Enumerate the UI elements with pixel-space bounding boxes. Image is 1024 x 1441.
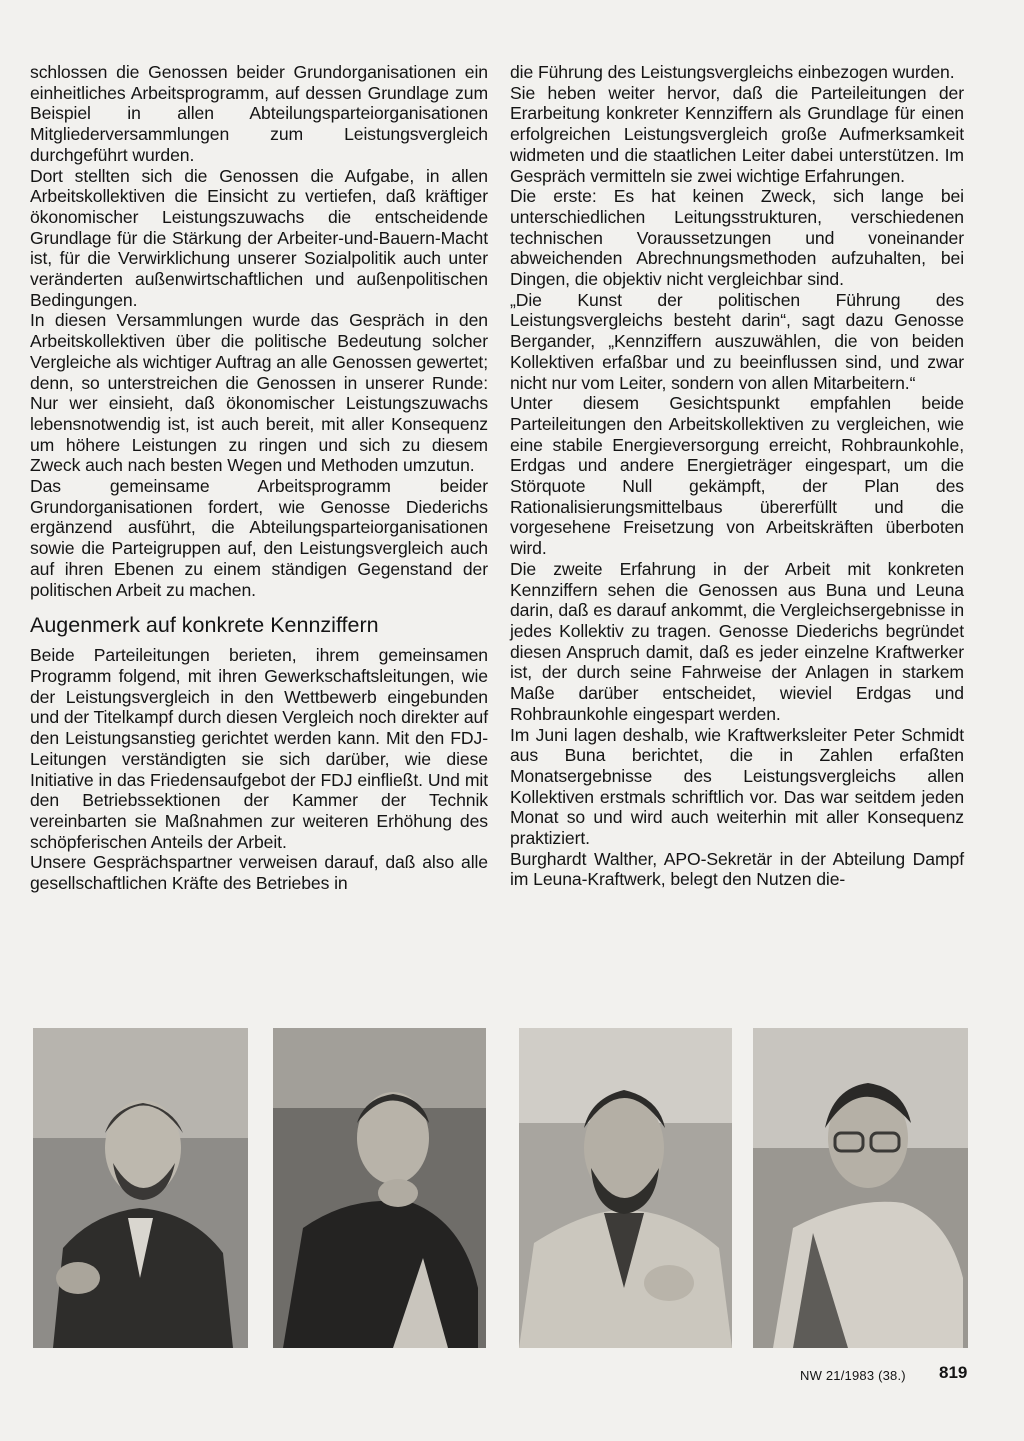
- paragraph: Das gemeinsame Arbeitsprogramm beider Grundorganisationen fordert, wie Genosse Diederichs ergänzend ausführt, die Abteilungsparteiorganisationen sowie die Parteigruppen auf, den Leistungsvergleich auch auf ihren Ebenen zu einem ständigen Gegenstand der politischen Arbeit zu machen.: [30, 476, 488, 600]
- paragraph: „Die Kunst der politischen Führung des Leistungsvergleichs besteht darin“, sagt dazu Genosse Bergander, „Kennziffern auszuwählen, die von beiden Kollektiven erfaßbar und zu beeinflussen sind, und zwar nicht nur vom Leiter, sondern von allen Mitarbeitern.“: [510, 289, 964, 393]
- paragraph: die Führung des Leistungsvergleichs einbezogen wurden.: [510, 62, 955, 82]
- paragraph: schlossen die Genossen beider Grundorganisationen ein einheitliches Arbeitsprogramm, auf dessen Grundlage zum Beispiel in allen Abteilungsparteiorganisationen Mitgliederversammlungen zum Leistungsvergleich durchgeführt wurden.: [30, 62, 488, 165]
- portrait-photo-1: [33, 1028, 248, 1348]
- paragraph: Im Juni lagen deshalb, wie Kraftwerksleiter Peter Schmidt aus Buna berichtet, die in Zahlen erfaßten Monatsergebnisse des Leistungsvergleichs allen Kollektiven erstmals schriftlich vor. Das war seitdem jeden Monat so und wird auch weiterhin mit aller Konsequenz praktiziert.: [510, 724, 964, 849]
- right-column: [510, 62, 964, 890]
- paragraph: Dort stellten sich die Genossen die Aufgabe, in allen Arbeitskollektiven die Einsicht zu vertiefen, daß kräftiger ökonomischer Leistungszuwachs die entscheidende Grundlage für die Stärkung der Arbeiter-und-Bauern-Macht ist, für die Verwirklichung unserer Sozialpolitik auch unter veränderten außenwirtschaftlichen und außenpolitischen Bedingungen.: [30, 165, 488, 310]
- paragraph: Die zweite Erfahrung in der Arbeit mit konkreten Kennziffern sehen die Genossen aus Buna und Leuna darin, daß es darauf ankommt, die Vergleichsergebnisse in jedes Kollektiv zu tragen. Genosse Diederichs begründet diesen Anspruch damit, daß es jeder einzelne Kraftwerker ist, der durch seine Fahrweise der Anlagen in starkem Maße darüber entscheidet, wieviel Erdgas und Rohbraunkohle eingespart werden.: [510, 558, 964, 724]
- paragraph: Unsere Gesprächspartner verweisen darauf, daß also alle gesellschaftlichen Kräfte des Betriebes in: [30, 852, 488, 894]
- paragraph: Die erste: Es hat keinen Zweck, sich lange bei unterschiedlichen Leitungsstrukturen, verschiedenen technischen Voraussetzungen und voneinander abweichenden Abrechnungsmethoden aufzuhalten, bei Dingen, die objektiv nicht vergleichbar sind.: [510, 186, 964, 290]
- paragraph: In diesen Versammlungen wurde das Gespräch in den Arbeitskollektiven über die politische Bedeutung solcher Vergleiche als wichtiger Auftrag an alle Genossen gewertet; denn, so unterstreichen die Genossen in unserer Runde: Nur wer einsieht, daß ökonomischer Leistungszuwachs lebensnotwendig ist, ist auch bereit, mit aller Konsequenz um höhere Leistungen zu ringen und sich zu diesem Zweck auch nach besten Wegen und Methoden umzutun.: [30, 310, 488, 476]
- portrait-photo-2: [273, 1028, 486, 1348]
- portrait-photo-4: [753, 1028, 968, 1348]
- portrait-photo-3: [519, 1028, 732, 1348]
- paragraph: Burghardt Walther, APO-Sekretär in der Abteilung Dampf im Leuna-Kraftwerk, belegt den Nutzen die-: [510, 848, 964, 890]
- section-subheading: Augenmerk auf konkrete Kennziffern: [30, 613, 379, 638]
- paragraph: Beide Parteileitungen berieten, ihrem gemeinsamen Programm folgend, mit ihren Gewerkschaftsleitungen, wie der Leistungsvergleich in den Wettbewerb eingebunden und der Titelkampf durch diesen Vergleich noch direkter auf den Leistungsanstieg gerichtet werden kann. Mit den FDJ-Leitungen verständigten sie sich darüber, wie diese Initiative in das Friedensaufgebot der FDJ einfließt. Und mit den Betriebssektionen der Kammer der Technik vereinbarten sie Maßnahmen zur weiteren Erhöhung des schöpferischen Anteils der Arbeit.: [30, 645, 488, 852]
- left-column: [30, 62, 488, 894]
- paragraph: Sie heben weiter hervor, daß die Parteileitungen der Erarbeitung konkreter Kennziffern als Grundlage für einen erfolgreichen Leistungsvergleich große Aufmerksamkeit widmeten und die staatlichen Leiter dabei unterstützen. Im Gespräch vermitteln sie zwei wichtige Erfahrungen.: [510, 82, 964, 186]
- photo-strip: [33, 1028, 968, 1348]
- paragraph: Unter diesem Gesichtspunkt empfahlen beide Parteileitungen den Arbeitskollektiven zu vergleichen, wie eine stabile Energieversorgung erreicht, Rohbraunkohle, Erdgas und andere Energieträger eingespart, um die Störquote Null gekämpft, der Plan des Rationalisierungsmittelbaus übererfüllt und die vorgesehene Freisetzung von Arbeitskräften überboten wird.: [510, 393, 964, 559]
- issue-reference: NW 21/1983 (38.): [800, 1368, 906, 1383]
- page-number: 819: [939, 1363, 968, 1382]
